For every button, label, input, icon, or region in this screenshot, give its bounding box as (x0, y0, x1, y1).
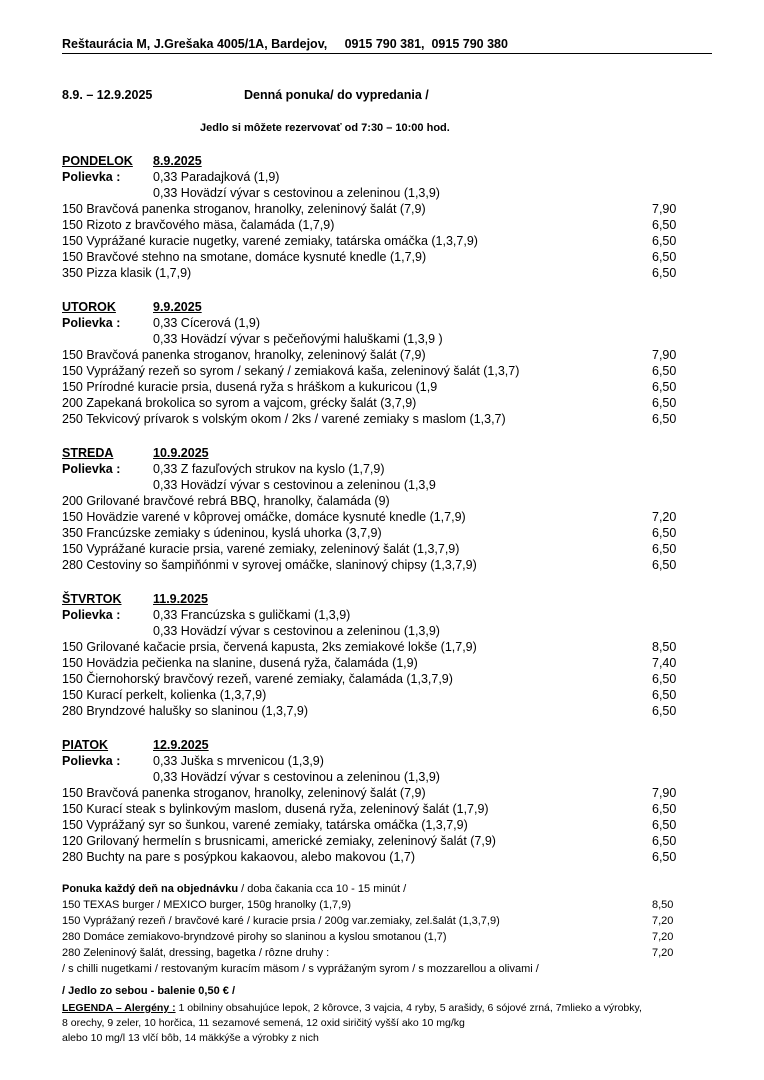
takeaway-note: / Jedlo zo sebou - balenie 0,50 € / (62, 985, 235, 997)
meal-price: 7,90 (652, 786, 677, 800)
legend-line-2: 8 orechy, 9 zeler, 10 horčica, 11 sezamové semená, 12 oxid siričitý vyšší ako 10 mg/kg (62, 1017, 465, 1029)
meal-row (62, 217, 722, 233)
meal-text: 280 Buchty na pare s posýpkou kakaovou, alebo makovou (1,7) (62, 850, 415, 864)
meal-price: 6,50 (652, 672, 677, 686)
day-section (62, 737, 722, 865)
meal-text: 150 Bravčová panenka stroganov, hranolky, zeleninový šalát (7,9) (62, 786, 426, 800)
day-date: 11.9.2025 (153, 592, 208, 606)
restaurant-address: Reštaurácia M, J.Grešaka 4005/1A, Bardejov, (62, 37, 328, 51)
meal-row (62, 233, 722, 249)
meal-row (62, 379, 722, 395)
legend-text-1: 1 obilniny obsahujúce lepok, 2 kôrovce, 3 vajcia, 4 ryby, 5 arašidy, 6 sójové zrná, 7mlieko a výrobky, (175, 1002, 642, 1014)
meal-price: 6,50 (652, 818, 677, 832)
meal-price: 6,50 (652, 802, 677, 816)
soup-row (62, 315, 722, 331)
everyday-item-text: 150 Vyprážaný rezeň / bravčové karé / kuracie prsia / 200g var.zemiaky, zel.šalát (1,3,7,9) (62, 915, 500, 927)
soup-text: 0,33 Hovädzí vývar s pečeňovými haluškami (1,3,9 ) (153, 332, 443, 346)
meal-price: 6,50 (652, 834, 677, 848)
soup-text: 0,33 Hovädzí vývar s cestovinou a zeleninou (1,3,9) (153, 186, 440, 200)
meal-row (62, 525, 722, 541)
day-date: 8.9.2025 (153, 154, 202, 168)
meal-row (62, 687, 722, 703)
everyday-item-price: 7,20 (652, 915, 674, 927)
day-name: PIATOK (62, 738, 109, 752)
meal-text: 150 Bravčové stehno na smotane, domáce kysnuté knedle (1,7,9) (62, 250, 427, 264)
meal-text: 280 Bryndzové halušky so slaninou (1,3,7,9) (62, 704, 308, 718)
meal-price: 6,50 (652, 266, 677, 280)
meal-row (62, 703, 722, 719)
everyday-heading-bold: Ponuka každý deň na objednávku (62, 883, 239, 895)
everyday-heading (62, 881, 722, 897)
meal-row (62, 849, 722, 865)
meal-price: 6,50 (652, 250, 677, 264)
soup-label: Polievka : (62, 170, 121, 184)
soup-row (62, 623, 722, 639)
meal-text: 150 Bravčová panenka stroganov, hranolky, zeleninový šalát (7,9) (62, 202, 426, 216)
everyday-heading-rest: / doba čakania cca 10 - 15 minút / (238, 883, 407, 895)
meal-row (62, 557, 722, 573)
meal-text: 150 Kurací perkelt, kolienka (1,3,7,9) (62, 688, 267, 702)
soup-row (62, 769, 722, 785)
restaurant-phones: 0915 790 381, 0915 790 380 (344, 37, 508, 51)
meal-price: 6,50 (652, 850, 677, 864)
day-section (62, 591, 722, 719)
meal-text: 150 Hovädzie varené v kôprovej omáčke, domáce kysnuté knedle (1,7,9) (62, 510, 466, 524)
meal-text: 150 Vyprážané kuracie prsia, varené zemiaky, zeleninový šalát (1,3,7,9) (62, 542, 460, 556)
meal-text: 150 Bravčová panenka stroganov, hranolky, zeleninový šalát (7,9) (62, 348, 426, 362)
everyday-item-text: / s chilli nugetkami / restovaným kuracím mäsom / s vyprážaným syrom / s mozzarellou a olivami / (62, 963, 539, 975)
day-name: PONDELOK (62, 154, 133, 168)
meal-price: 7,20 (652, 510, 677, 524)
everyday-item (62, 961, 722, 977)
soup-text: 0,33 Paradajková (1,9) (153, 170, 280, 184)
soup-text: 0,33 Hovädzí vývar s cestovinou a zeleninou (1,3,9) (153, 624, 440, 638)
soup-label: Polievka : (62, 462, 121, 476)
day-date: 9.9.2025 (153, 300, 202, 314)
everyday-offer (62, 881, 722, 977)
meal-price: 7,90 (652, 348, 677, 362)
everyday-item-price: 7,20 (652, 947, 674, 959)
reservation-note: Jedlo si môžete rezervovať od 7:30 – 10:00 hod. (200, 122, 450, 134)
meal-price: 8,50 (652, 640, 677, 654)
meal-text: 200 Grilované bravčové rebrá BBQ, hranolky, čalamáda (9) (62, 494, 390, 508)
meal-row (62, 347, 722, 363)
soup-label: Polievka : (62, 754, 121, 768)
meal-price: 6,50 (652, 688, 677, 702)
meal-price: 7,90 (652, 202, 677, 216)
meal-row (62, 493, 722, 509)
meal-text: 150 Kurací steak s bylinkovým maslom, dusená ryža, zeleninový šalát (1,7,9) (62, 802, 489, 816)
meal-text: 200 Zapekaná brokolica so syrom a vajcom, grécky šalát (3,7,9) (62, 396, 417, 410)
header-divider (62, 53, 712, 54)
meal-text: 150 Vyprážané kuracie nugetky, varené zemiaky, tatárska omáčka (1,3,7,9) (62, 234, 478, 248)
meal-text: 150 Vyprážaný rezeň so syrom / sekaný / zemiaková kaša, zeleninový šalát (1,3,7) (62, 364, 520, 378)
menu-title: Denná ponuka/ do vypredania / (244, 88, 429, 102)
soup-text: 0,33 Juška s mrvenicou (1,3,9) (153, 754, 324, 768)
soup-row (62, 185, 722, 201)
soup-row (62, 169, 722, 185)
everyday-item (62, 945, 722, 961)
meal-row (62, 395, 722, 411)
meal-row (62, 249, 722, 265)
day-name: STREDA (62, 446, 114, 460)
day-date: 10.9.2025 (153, 446, 209, 460)
soup-text: 0,33 Z fazuľových strukov na kyslo (1,7,9) (153, 462, 385, 476)
meal-text: 350 Pizza klasik (1,7,9) (62, 266, 192, 280)
meal-row (62, 833, 722, 849)
legend-label: LEGENDA – Alergény : (62, 1002, 176, 1014)
period-dates: 8.9. – 12.9.2025 (62, 88, 153, 102)
meal-text: 150 Hovädzia pečienka na slanine, dusená ryža, čalamáda (1,9) (62, 656, 418, 670)
everyday-item (62, 929, 722, 945)
day-heading (62, 153, 722, 169)
day-name: UTOROK (62, 300, 116, 314)
meal-row (62, 363, 722, 379)
day-heading (62, 737, 722, 753)
soup-row (62, 477, 722, 493)
menu-period (62, 88, 429, 102)
day-section (62, 153, 722, 281)
meal-row (62, 639, 722, 655)
meal-text: 250 Tekvicový prívarok s volským okom / 2ks / varené zemiaky s maslom (1,3,7) (62, 412, 506, 426)
day-section (62, 445, 722, 573)
soup-label: Polievka : (62, 608, 121, 622)
legend-block (62, 984, 712, 1046)
legend-line-3: alebo 10 mg/l 13 vlčí bôb, 14 mäkkýše a výrobky z nich (62, 1032, 319, 1044)
meal-price: 6,50 (652, 412, 677, 426)
meal-price: 6,50 (652, 704, 677, 718)
restaurant-header (62, 37, 712, 51)
everyday-item-price: 7,20 (652, 931, 674, 943)
day-heading (62, 299, 722, 315)
meal-price: 6,50 (652, 380, 677, 394)
everyday-item-text: 280 Zeleninový šalát, dressing, bagetka / rôzne druhy : (62, 947, 330, 959)
soup-text: 0,33 Hovädzí vývar s cestovinou a zeleninou (1,3,9 (153, 478, 436, 492)
soup-text: 0,33 Hovädzí vývar s cestovinou a zeleninou (1,3,9) (153, 770, 440, 784)
soup-row (62, 331, 722, 347)
day-section (62, 299, 722, 427)
day-name: ŠTVRTOK (62, 592, 122, 606)
meal-price: 6,50 (652, 234, 677, 248)
everyday-item-price: 8,50 (652, 899, 674, 911)
meal-row (62, 817, 722, 833)
meal-text: 150 Prírodné kuracie prsia, dusená ryža s hráškom a kukuricou (1,9 (62, 380, 438, 394)
day-date: 12.9.2025 (153, 738, 209, 752)
meal-price: 6,50 (652, 542, 677, 556)
meal-text: 280 Cestoviny so šampiňónmi v syrovej omáčke, slaninový chipsy (1,3,7,9) (62, 558, 477, 572)
meal-price: 6,50 (652, 396, 677, 410)
soup-row (62, 753, 722, 769)
day-heading (62, 445, 722, 461)
everyday-item-text: 280 Domáce zemiakovo-bryndzové pirohy so slaninou a kyslou smotanou (1,7) (62, 931, 447, 943)
meal-row (62, 201, 722, 217)
meal-row (62, 509, 722, 525)
meal-text: 150 Vyprážaný syr so šunkou, varené zemiaky, tatárska omáčka (1,3,7,9) (62, 818, 468, 832)
meal-row (62, 785, 722, 801)
meal-price: 6,50 (652, 364, 677, 378)
everyday-item (62, 913, 722, 929)
soup-label: Polievka : (62, 316, 121, 330)
meal-text: 150 Čiernohorský bravčový rezeň, varené zemiaky, čalamáda (1,3,7,9) (62, 672, 453, 686)
meal-row (62, 671, 722, 687)
meal-row (62, 411, 722, 427)
soup-text: 0,33 Cícerová (1,9) (153, 316, 260, 330)
meal-price: 6,50 (652, 526, 677, 540)
meal-price: 6,50 (652, 558, 677, 572)
meal-price: 6,50 (652, 218, 677, 232)
meal-text: 150 Grilované kačacie prsia, červená kapusta, 2ks zemiakové lokše (1,7,9) (62, 640, 477, 654)
everyday-item (62, 897, 722, 913)
meal-text: 150 Rizoto z bravčového mäsa, čalamáda (1,7,9) (62, 218, 335, 232)
soup-text: 0,33 Francúzska s guličkami (1,3,9) (153, 608, 351, 622)
meal-text: 120 Grilovaný hermelín s brusnicami, americké zemiaky, zeleninový šalát (7,9) (62, 834, 496, 848)
meal-row (62, 541, 722, 557)
meal-row (62, 801, 722, 817)
meal-text: 350 Francúzske zemiaky s údeninou, kyslá uhorka (3,7,9) (62, 526, 382, 540)
legend-line-1 (62, 1001, 712, 1016)
day-heading (62, 591, 722, 607)
meal-row (62, 265, 722, 281)
soup-row (62, 461, 722, 477)
meal-row (62, 655, 722, 671)
soup-row (62, 607, 722, 623)
everyday-item-text: 150 TEXAS burger / MEXICO burger, 150g hranolky (1,7,9) (62, 899, 352, 911)
meal-price: 7,40 (652, 656, 677, 670)
